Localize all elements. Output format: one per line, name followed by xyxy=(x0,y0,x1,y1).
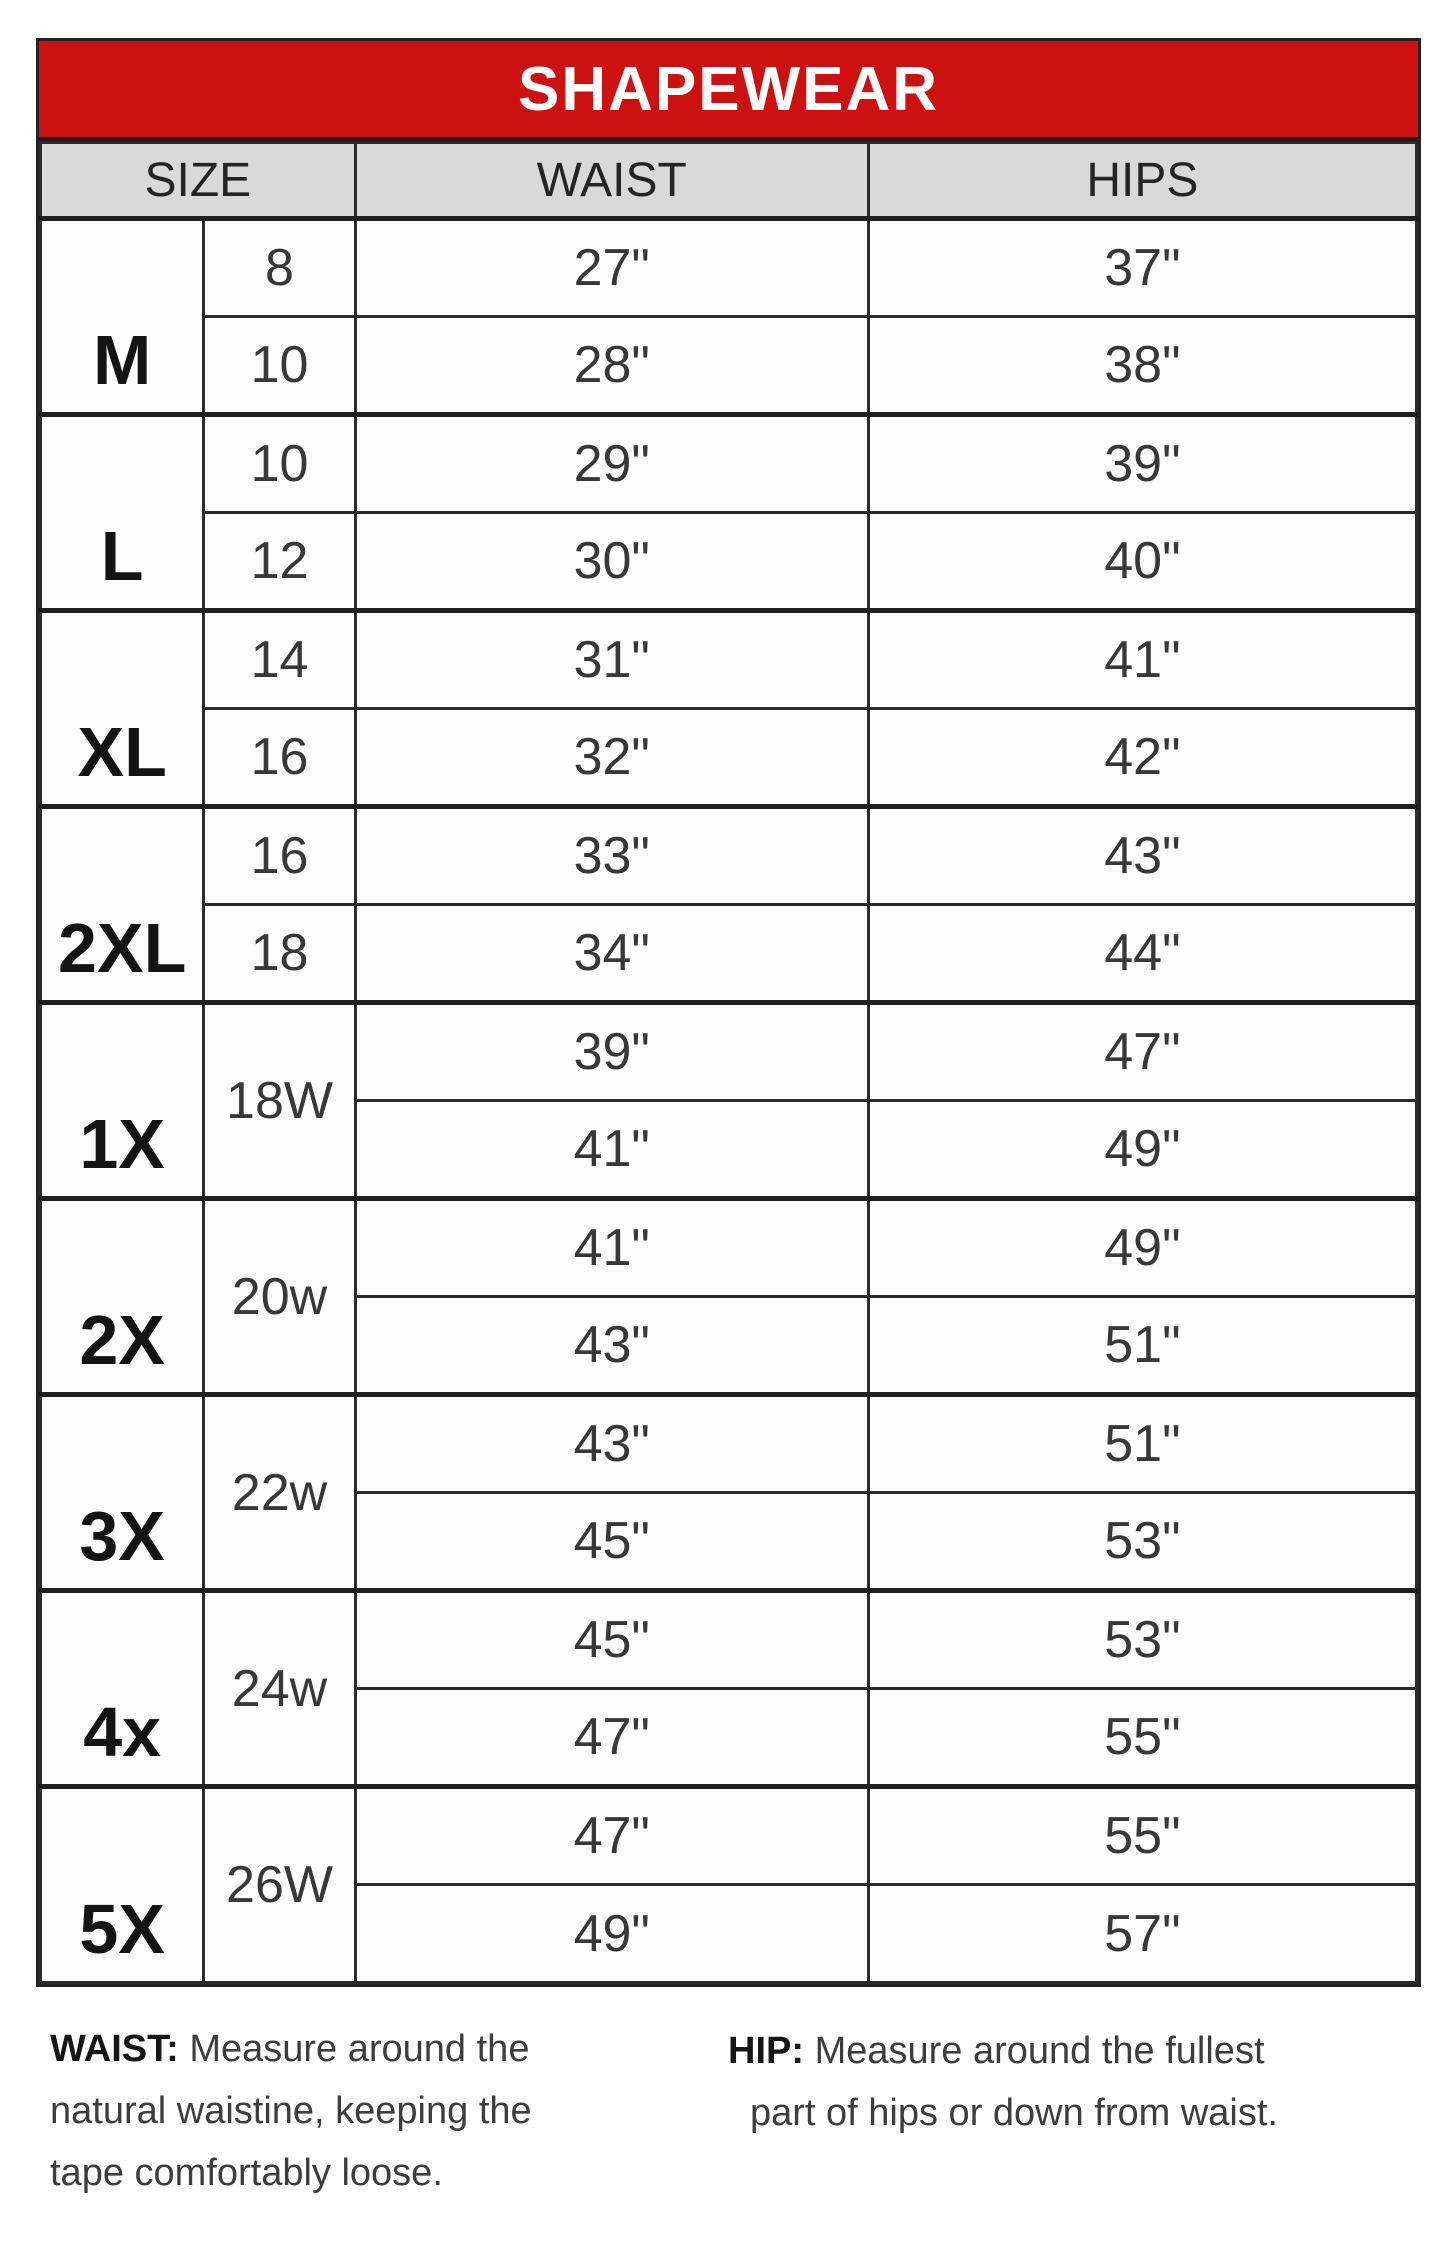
hips-cell: 57" xyxy=(868,1885,1416,1983)
hip-note xyxy=(728,2020,1278,2144)
size-table xyxy=(39,141,1418,1984)
chart-title-band xyxy=(39,41,1418,141)
dress-size-cell: 12 xyxy=(204,513,355,611)
hips-cell: 53" xyxy=(868,1591,1416,1689)
size-group-label: 1X xyxy=(41,1003,204,1199)
dress-size-cell: 16 xyxy=(204,807,355,905)
hip-note-text: Measure around the fullest xyxy=(814,2030,1265,2072)
waist-cell: 30" xyxy=(355,513,868,611)
waist-cell: 45" xyxy=(355,1591,868,1689)
table-row xyxy=(41,1003,1417,1101)
size-group-label: M xyxy=(41,219,204,415)
size-group-label: 2X xyxy=(41,1199,204,1395)
table-row xyxy=(41,219,1417,317)
waist-cell: 34" xyxy=(355,905,868,1003)
hips-cell: 37" xyxy=(868,219,1416,317)
waist-cell: 41" xyxy=(355,1199,868,1297)
table-row xyxy=(41,1395,1417,1493)
table-row xyxy=(41,807,1417,905)
col-header-hips: HIPS xyxy=(868,143,1416,219)
table-row xyxy=(41,513,1417,611)
dress-size-cell: 16 xyxy=(204,709,355,807)
dress-size-cell: 14 xyxy=(204,611,355,709)
hips-cell: 49" xyxy=(868,1199,1416,1297)
col-header-size: SIZE xyxy=(41,143,356,219)
hips-cell: 51" xyxy=(868,1297,1416,1395)
hip-note-label: HIP: xyxy=(728,2030,804,2072)
table-row xyxy=(41,1787,1417,1885)
waist-cell: 28" xyxy=(355,317,868,415)
hips-cell: 38" xyxy=(868,317,1416,415)
waist-cell: 45" xyxy=(355,1493,868,1591)
hips-cell: 41" xyxy=(868,611,1416,709)
waist-cell: 29" xyxy=(355,415,868,513)
waist-note xyxy=(50,2018,532,2204)
hips-cell: 43" xyxy=(868,807,1416,905)
dress-size-cell: 10 xyxy=(204,415,355,513)
size-group-label: 4x xyxy=(41,1591,204,1787)
dress-size-cell: 20w xyxy=(204,1199,355,1395)
hips-cell: 55" xyxy=(868,1787,1416,1885)
chart-title: SHAPEWEAR xyxy=(517,54,940,124)
size-chart xyxy=(36,38,1421,1987)
table-row xyxy=(41,415,1417,513)
waist-cell: 49" xyxy=(355,1885,868,1983)
dress-size-cell: 24w xyxy=(204,1591,355,1787)
dress-size-cell: 18W xyxy=(204,1003,355,1199)
hips-cell: 47" xyxy=(868,1003,1416,1101)
table-row xyxy=(41,1591,1417,1689)
dress-size-cell: 26W xyxy=(204,1787,355,1983)
waist-note-line-2: natural waistine, keeping the xyxy=(50,2090,532,2132)
dress-size-cell: 18 xyxy=(204,905,355,1003)
hips-cell: 53" xyxy=(868,1493,1416,1591)
hips-cell: 55" xyxy=(868,1689,1416,1787)
hips-cell: 49" xyxy=(868,1101,1416,1199)
size-group-label: XL xyxy=(41,611,204,807)
table-row xyxy=(41,1199,1417,1297)
hips-cell: 44" xyxy=(868,905,1416,1003)
table-row xyxy=(41,317,1417,415)
waist-cell: 31" xyxy=(355,611,868,709)
dress-size-cell: 22w xyxy=(204,1395,355,1591)
table-row xyxy=(41,709,1417,807)
waist-cell: 47" xyxy=(355,1787,868,1885)
dress-size-cell: 10 xyxy=(204,317,355,415)
hips-cell: 40" xyxy=(868,513,1416,611)
size-group-label: 3X xyxy=(41,1395,204,1591)
hip-note-line-2: part of hips or down from waist. xyxy=(750,2092,1278,2134)
size-group-label: 5X xyxy=(41,1787,204,1983)
waist-note-line-3: tape comfortably loose. xyxy=(50,2152,443,2194)
waist-note-label: WAIST: xyxy=(50,2028,179,2070)
waist-cell: 27" xyxy=(355,219,868,317)
waist-cell: 32" xyxy=(355,709,868,807)
waist-cell: 41" xyxy=(355,1101,868,1199)
size-group-label: L xyxy=(41,415,204,611)
table-row xyxy=(41,611,1417,709)
dress-size-cell: 8 xyxy=(204,219,355,317)
hips-cell: 42" xyxy=(868,709,1416,807)
header-row xyxy=(41,143,1417,219)
table-row xyxy=(41,905,1417,1003)
waist-cell: 33" xyxy=(355,807,868,905)
col-header-waist: WAIST xyxy=(355,143,868,219)
waist-cell: 47" xyxy=(355,1689,868,1787)
waist-cell: 43" xyxy=(355,1395,868,1493)
waist-cell: 43" xyxy=(355,1297,868,1395)
hips-cell: 39" xyxy=(868,415,1416,513)
waist-note-line-1 xyxy=(50,2018,532,2080)
waist-cell: 39" xyxy=(355,1003,868,1101)
waist-note-text: Measure around the xyxy=(189,2028,530,2070)
hips-cell: 51" xyxy=(868,1395,1416,1493)
size-group-label: 2XL xyxy=(41,807,204,1003)
hip-note-line-1 xyxy=(728,2020,1278,2082)
